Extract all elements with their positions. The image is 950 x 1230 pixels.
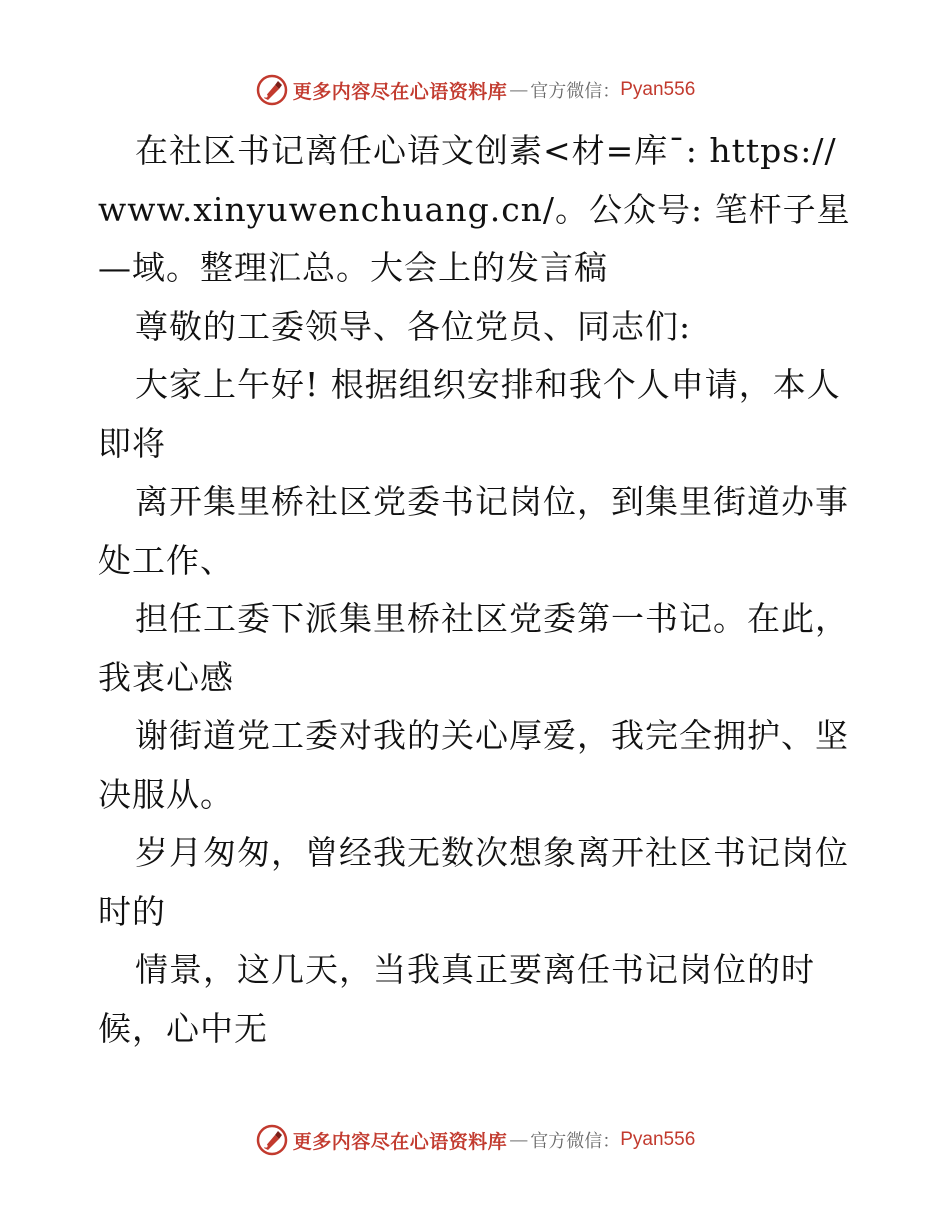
banner-dash: — xyxy=(509,79,529,101)
paragraph: 岁月匆匆，曾经我无数次想象离开社区书记岗位时的 xyxy=(98,833,849,931)
header-banner xyxy=(0,70,950,110)
pen-nib-logo-icon xyxy=(255,73,289,107)
paragraph: 尊敬的工委领导、各位党员、同志们: xyxy=(135,306,692,346)
paragraph: 离开集里桥社区党委书记岗位，到集里街道办事处工作、 xyxy=(98,482,849,580)
banner-wechat-id: Pyan556 xyxy=(620,79,696,100)
pen-nib-logo-icon xyxy=(255,1123,289,1157)
document-body xyxy=(98,122,858,1058)
paragraph: 谢街道党工委对我的关心厚爱，我完全拥护、坚决服从。 xyxy=(98,716,849,814)
banner-wechat-label: 官方微信： xyxy=(530,81,621,102)
paragraph: 担任工委下派集里桥社区党委第一书记。在此，我衷心感 xyxy=(98,599,849,697)
banner-wechat-label: 官方微信： xyxy=(530,1131,621,1152)
footer-banner xyxy=(0,1120,950,1160)
paragraph: 大家上午好! 根据组织安排和我个人申请，本人即将 xyxy=(98,365,841,463)
banner-slogan: 更多内容尽在心语资料库 xyxy=(292,80,508,103)
paragraph: 情景，这几天，当我真正要离任书记岗位的时候，心中无 xyxy=(98,950,815,1048)
paragraph: 在社区书记离任心语文创素<材=库¯: https://www.xinyuwenchuang.cn/。公众号: 笔杆子星—域。整理汇总。大会上的发言稿 xyxy=(98,131,851,287)
banner-dash: — xyxy=(509,1129,529,1151)
banner-slogan: 更多内容尽在心语资料库 xyxy=(292,1130,508,1153)
banner-wechat-id: Pyan556 xyxy=(620,1129,696,1150)
